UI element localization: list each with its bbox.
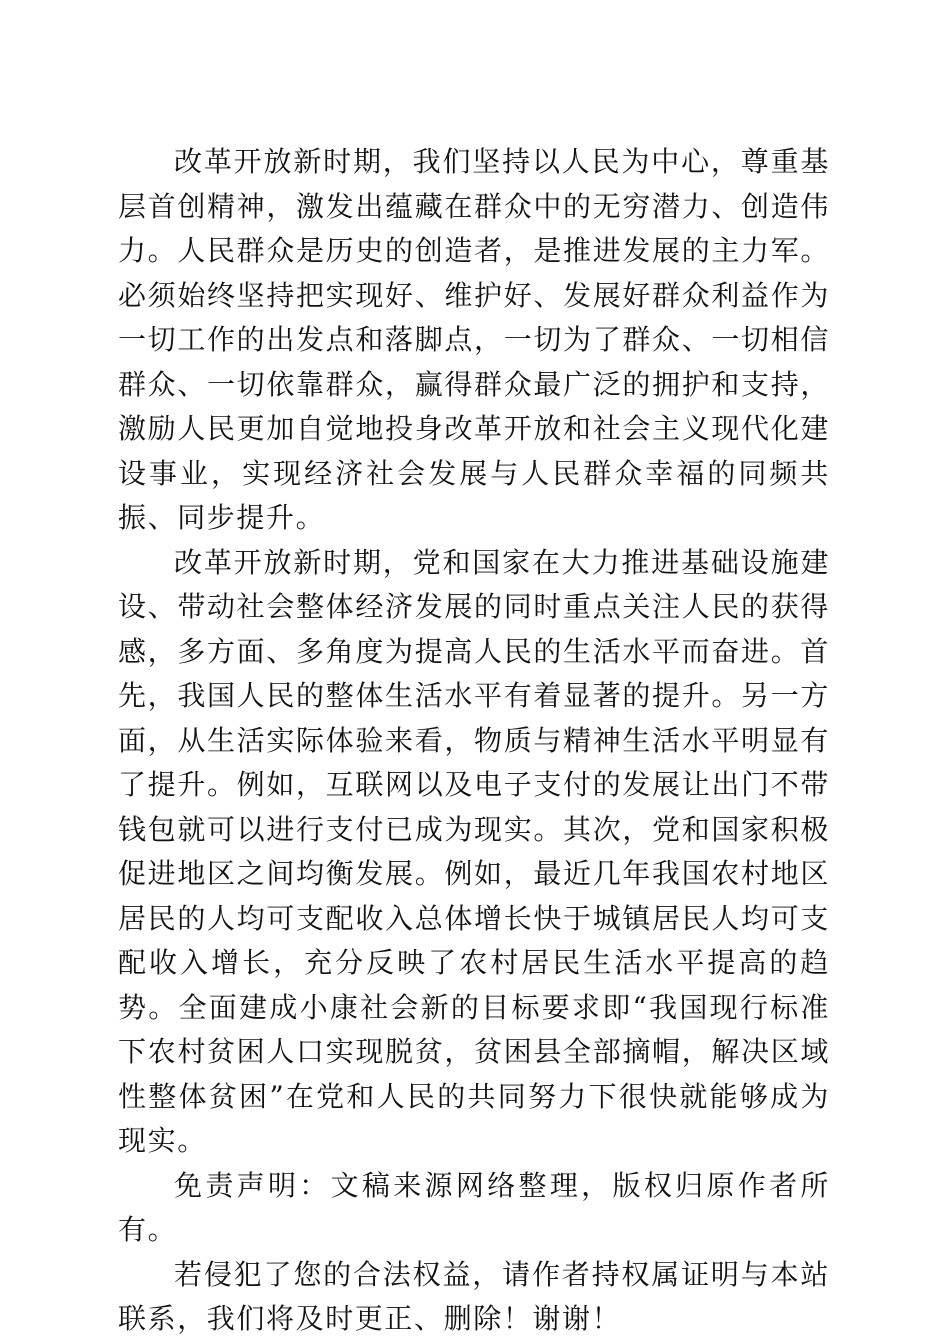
paragraph-people-centered: 改革开放新时期，我们坚持以人民为中心，尊重基层首创精神，激发出蕴藏在群众中的无穷潜力、创造伟力。人民群众是历史的创造者，是推进发展的主力军。必须始终坚持把实现好、维护好、发展好群众利益作为一切工作的出发点和落脚点，一切为了群众、一切相信群众、一切依靠群众，赢得群众最广泛的拥护和支持，激励人民更加自觉地投身改革开放和社会主义现代化建设事业，实现经济社会发展与人民群众幸福的同频共振、同步提升。 bbox=[118, 145, 830, 534]
paragraph-disclaimer: 免责声明：文稿来源网络整理，版权归原作者所有。 bbox=[118, 1168, 830, 1246]
document-body bbox=[118, 140, 830, 1342]
paragraph-infringement-notice: 若侵犯了您的合法权益，请作者持权属证明与本站联系，我们将及时更正、删除！谢谢！ bbox=[118, 1257, 830, 1335]
paragraph-living-standards: 改革开放新时期，党和国家在大力推进基础设施建设、带动社会整体经济发展的同时重点关注人民的获得感，多方面、多角度为提高人民的生活水平而奋进。首先，我国人民的整体生活水平有着显著的提升。另一方面，从生活实际体验来看，物质与精神生活水平明显有了提升。例如，互联网以及电子支付的发展让出门不带钱包就可以进行支付已成为现实。其次，党和国家积极促进地区之间均衡发展。例如，最近几年我国农村地区居民的人均可支配收入总体增长快于城镇居民人均可支配收入增长，充分反映了农村居民生活水平提高的趋势。全面建成小康社会新的目标要求即“我国现行标准下农村贫困人口实现脱贫，贫困县全部摘帽，解决区域性整体贫困”在党和人民的共同努力下很快就能够成为现实。 bbox=[118, 545, 830, 1157]
